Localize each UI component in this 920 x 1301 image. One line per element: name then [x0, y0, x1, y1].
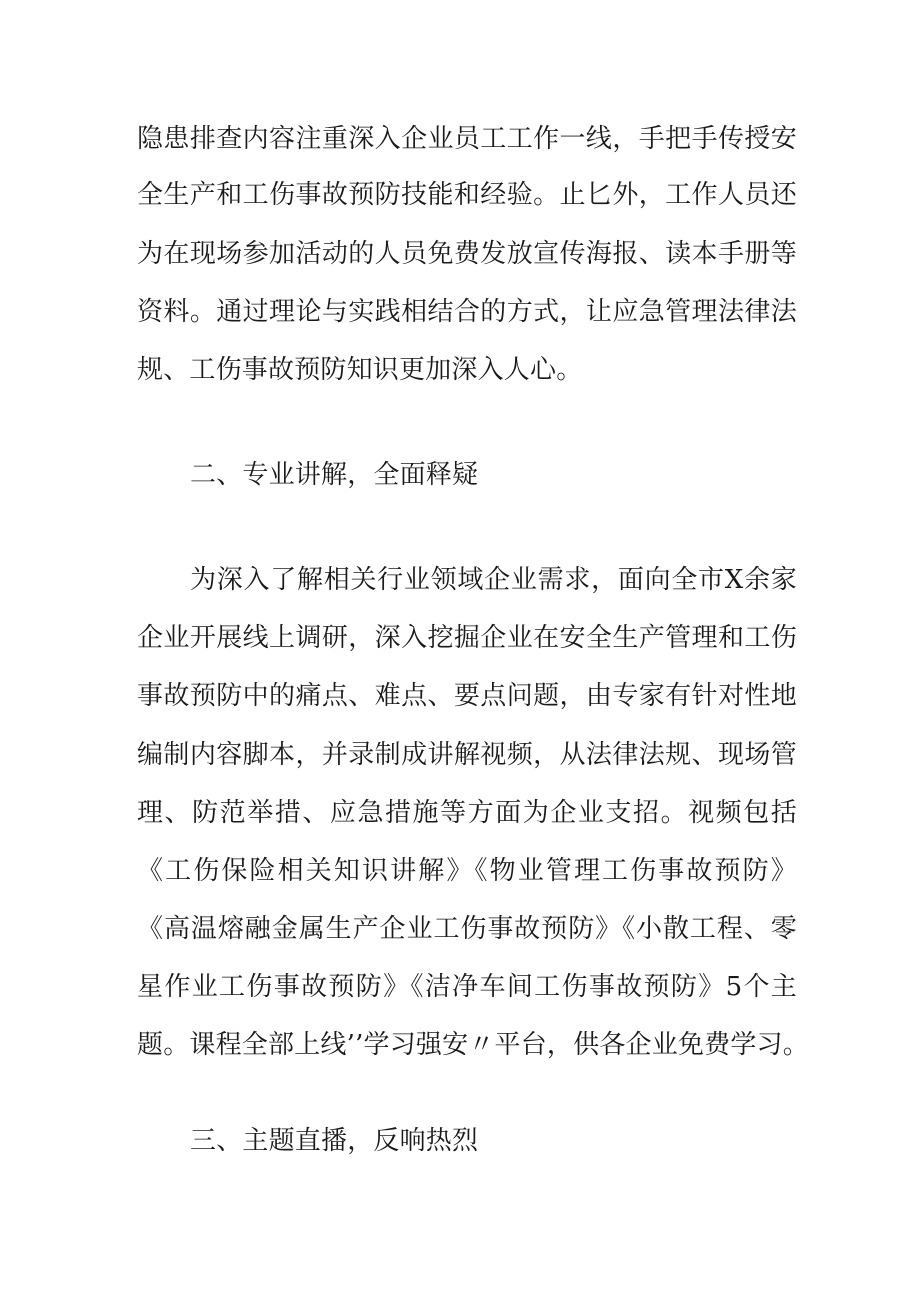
section-heading-2: 二、专业讲解，全面释疑	[190, 460, 479, 490]
paragraph-line: 资料。通过理论与实践相结合的方式，让应急管理法律法	[137, 297, 797, 327]
paragraph-line: 《工伤保险相关知识讲解》《物业管理工伤事故预防》	[137, 856, 797, 886]
paragraph-line: 隐患排查内容注重深入企业员工工作一线，手把手传授安	[137, 124, 797, 154]
paragraph-line: 编制内容脚本，并录制成讲解视频，从法律法规、现场管	[137, 740, 797, 770]
paragraph-line: 理、防范举措、应急措施等方面为企业支招。视频包括	[137, 798, 797, 828]
paragraph-line: 为在现场参加活动的人员免费发放宣传海报、读本手册等	[137, 239, 797, 269]
paragraph-line: 《高温熔融金属生产企业工伤事故预防》《小散工程、零	[137, 914, 797, 944]
paragraph-line: 企业开展线上调研，深入挖掘企业在安全生产管理和工伤	[137, 623, 797, 653]
paragraph-line: 为深入了解相关行业领域企业需求，面向全市X余家	[190, 565, 797, 595]
paragraph-line: 事故预防中的痛点、难点、要点问题，由专家有针对性地	[137, 681, 797, 711]
paragraph-line: 题。课程全部上线’’学习强安〃平台，供各企业免费学习。	[137, 1030, 809, 1060]
paragraph-line: 星作业工伤事故预防》《洁净车间工伤事故预防》5个主	[137, 972, 797, 1002]
section-heading-3: 三、主题直播，反响热烈	[190, 1126, 479, 1156]
paragraph-line: 规、工伤事故预防知识更加深入人心。	[137, 355, 583, 385]
paragraph-line: 全生产和工伤事故预防技能和经验。止匕外，工作人员还	[137, 180, 797, 210]
